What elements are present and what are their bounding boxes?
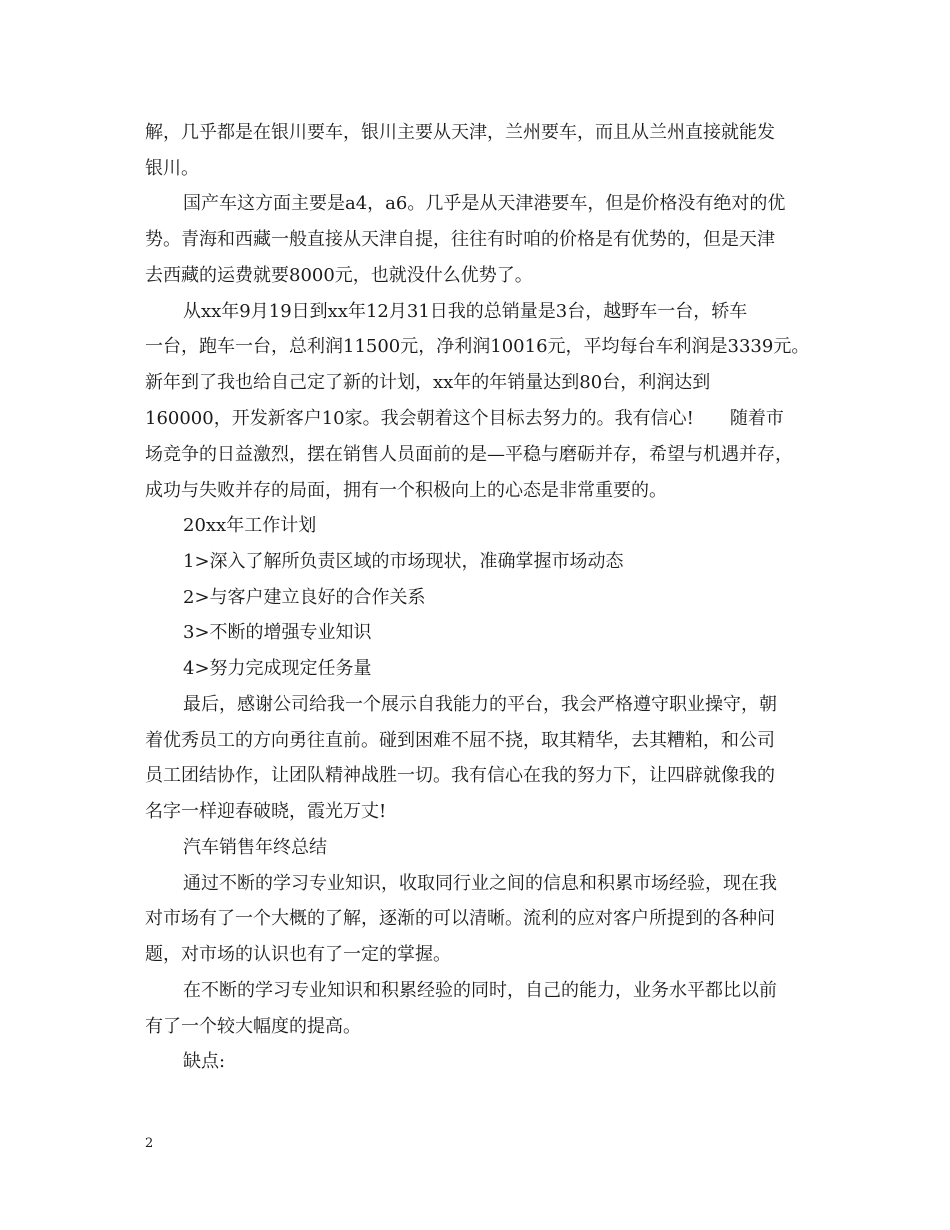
text-line: 最后，感谢公司给我一个展示自我能力的平台，我会严格遵守职业操守，朝 xyxy=(183,694,777,715)
text-line: 从xx年9月19日到xx年12月31日我的总销量是3台，越野车一台，轿车 xyxy=(183,301,748,322)
plan-item: 1>深入了解所负责区域的市场现状，准确掌握市场动态 xyxy=(183,551,624,572)
plan-item: 3>不断的增强专业知识 xyxy=(183,622,372,643)
text-line: 一台，跑车一台，总利润11500元，净利润10016元，平均每台车利润是3339元。 xyxy=(145,336,810,357)
text-line: 通过不断的学习专业知识，收取同行业之间的信息和积累市场经验，现在我 xyxy=(183,873,777,894)
section-heading: 汽车销售年终总结 xyxy=(183,837,327,858)
text-line: 着优秀员工的方向勇往直前。碰到困难不屈不挠，取其精华，去其糟粕，和公司 xyxy=(145,730,775,751)
text-line: 成功与失败并存的局面，拥有一个积极向上的心态是非常重要的。 xyxy=(145,480,667,501)
plan-item: 4>努力完成现定任务量 xyxy=(183,658,372,679)
text-line: 160000，开发新客户10家。我会朝着这个目标去努力的。我有信心! 随着市 xyxy=(145,408,784,429)
text-line: 去西藏的运费就要8000元，也就没什么优势了。 xyxy=(145,265,533,286)
text-line: 势。青海和西藏一般直接从天津自提，往往有时咱的价格是有优势的，但是天津 xyxy=(145,229,775,250)
text-line: 国产车这方面主要是a4，a6。几乎是从天津港要车，但是价格没有绝对的优 xyxy=(183,193,786,214)
text-line: 有了一个较大幅度的提高。 xyxy=(145,1016,361,1037)
text-line: 银川。 xyxy=(145,158,199,179)
section-heading: 20xx年工作计划 xyxy=(183,515,317,536)
text-line: 在不断的学习专业知识和积累经验的同时，自己的能力，业务水平都比以前 xyxy=(183,980,777,1001)
text-line: 员工团结协作，让团队精神战胜一切。我有信心在我的努力下，让四辟就像我的 xyxy=(145,765,775,786)
text-line: 缺点: xyxy=(183,1051,226,1072)
plan-item: 2>与客户建立良好的合作关系 xyxy=(183,587,426,608)
text-line: 对市场有了一个大概的了解，逐渐的可以清晰。流利的应对客户所提到的各种问 xyxy=(145,908,775,929)
page-number: 2 xyxy=(145,1136,154,1151)
text-line: 场竞争的日益激烈，摆在销售人员面前的是—平稳与磨砺并存，希望与机遇并存， xyxy=(145,444,793,465)
text-line: 名字一样迎春破晓，霞光万丈! xyxy=(145,801,387,822)
text-line: 题，对市场的认识也有了一定的掌握。 xyxy=(145,944,451,965)
text-line: 新年到了我也给自己定了新的计划，xx年的年销量达到80台，利润达到 xyxy=(145,372,711,393)
text-line: 解，几乎都是在银川要车，银川主要从天津，兰州要车，而且从兰州直接就能发 xyxy=(145,122,775,143)
